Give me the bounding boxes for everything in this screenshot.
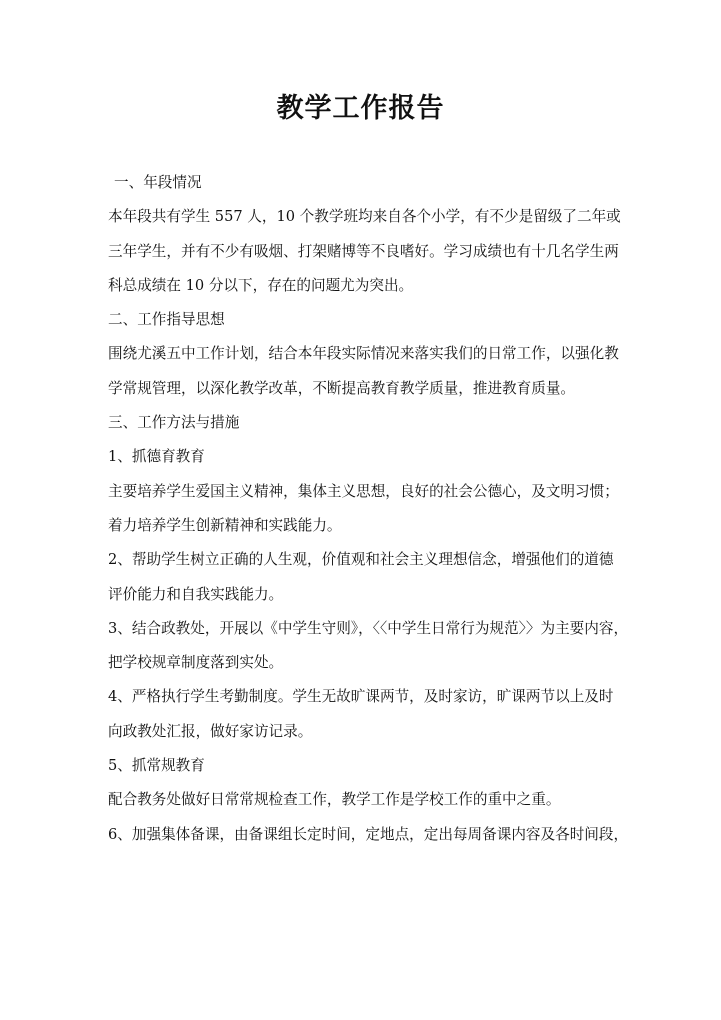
- section-heading-1: 一、年段情况: [114, 174, 202, 191]
- list-item-4: 4、严格执行学生考勤制度。学生无故旷课两节，及时家访，旷课两节以上及时: [108, 688, 614, 706]
- paragraph-line: 向政教处汇报，做好家访记录。: [108, 722, 313, 740]
- document-title: 教学工作报告: [276, 93, 445, 124]
- list-item-3: 3、结合政教处，开展以《中学生守则》，〈〈中学生日常行为规范〉〉为主要内容，: [108, 619, 629, 637]
- paragraph-line: 学常规管理，以深化教学改革，不断提高教育教学质量，推进教育质量。: [108, 379, 576, 397]
- paragraph-line: 评价能力和自我实践能力。: [108, 585, 284, 603]
- document-body: [108, 172, 629, 858]
- paragraph-line: 配合教务处做好日常常规检查工作，教学工作是学校工作的重中之重。: [108, 791, 561, 809]
- list-item-2: 2、帮助学生树立正确的人生观，价值观和社会主义理想信念，增强他们的道德: [108, 551, 614, 569]
- section-heading-3: 三、工作方法与措施: [108, 414, 240, 432]
- section-heading-2: 二、工作指导思想: [108, 311, 225, 329]
- paragraph-line: 科总成绩在 10 分以下，存在的问题尤为突出。: [108, 276, 414, 294]
- paragraph-line: 本年段共有学生 557 人，10 个教学班均来自各个小学，有不少是留级了二年或: [108, 208, 621, 226]
- paragraph-line: 着力培养学生创新精神和实践能力。: [108, 516, 342, 534]
- paragraph-line: 主要培养学生爱国主义精神，集体主义思想，良好的社会公德心，及文明习惯；: [108, 482, 619, 500]
- paragraph-line: 把学校规章制度落到实处。: [108, 654, 284, 672]
- subheading-5: 5、抓常规教育: [108, 757, 205, 775]
- paragraph-line: 三年学生，并有不少有吸烟、打架赌博等不良嗜好。学习成绩也有十几名学生两: [108, 242, 619, 260]
- paragraph-line: 围绕尤溪五中工作计划，结合本年段实际情况来落实我们的日常工作，以强化教: [108, 345, 619, 363]
- list-item-6: 6、加强集体备课，由备课组长定时间，定地点，定出每周备课内容及各时间段，: [108, 825, 629, 843]
- subheading-1: 1、抓德育教育: [108, 448, 205, 466]
